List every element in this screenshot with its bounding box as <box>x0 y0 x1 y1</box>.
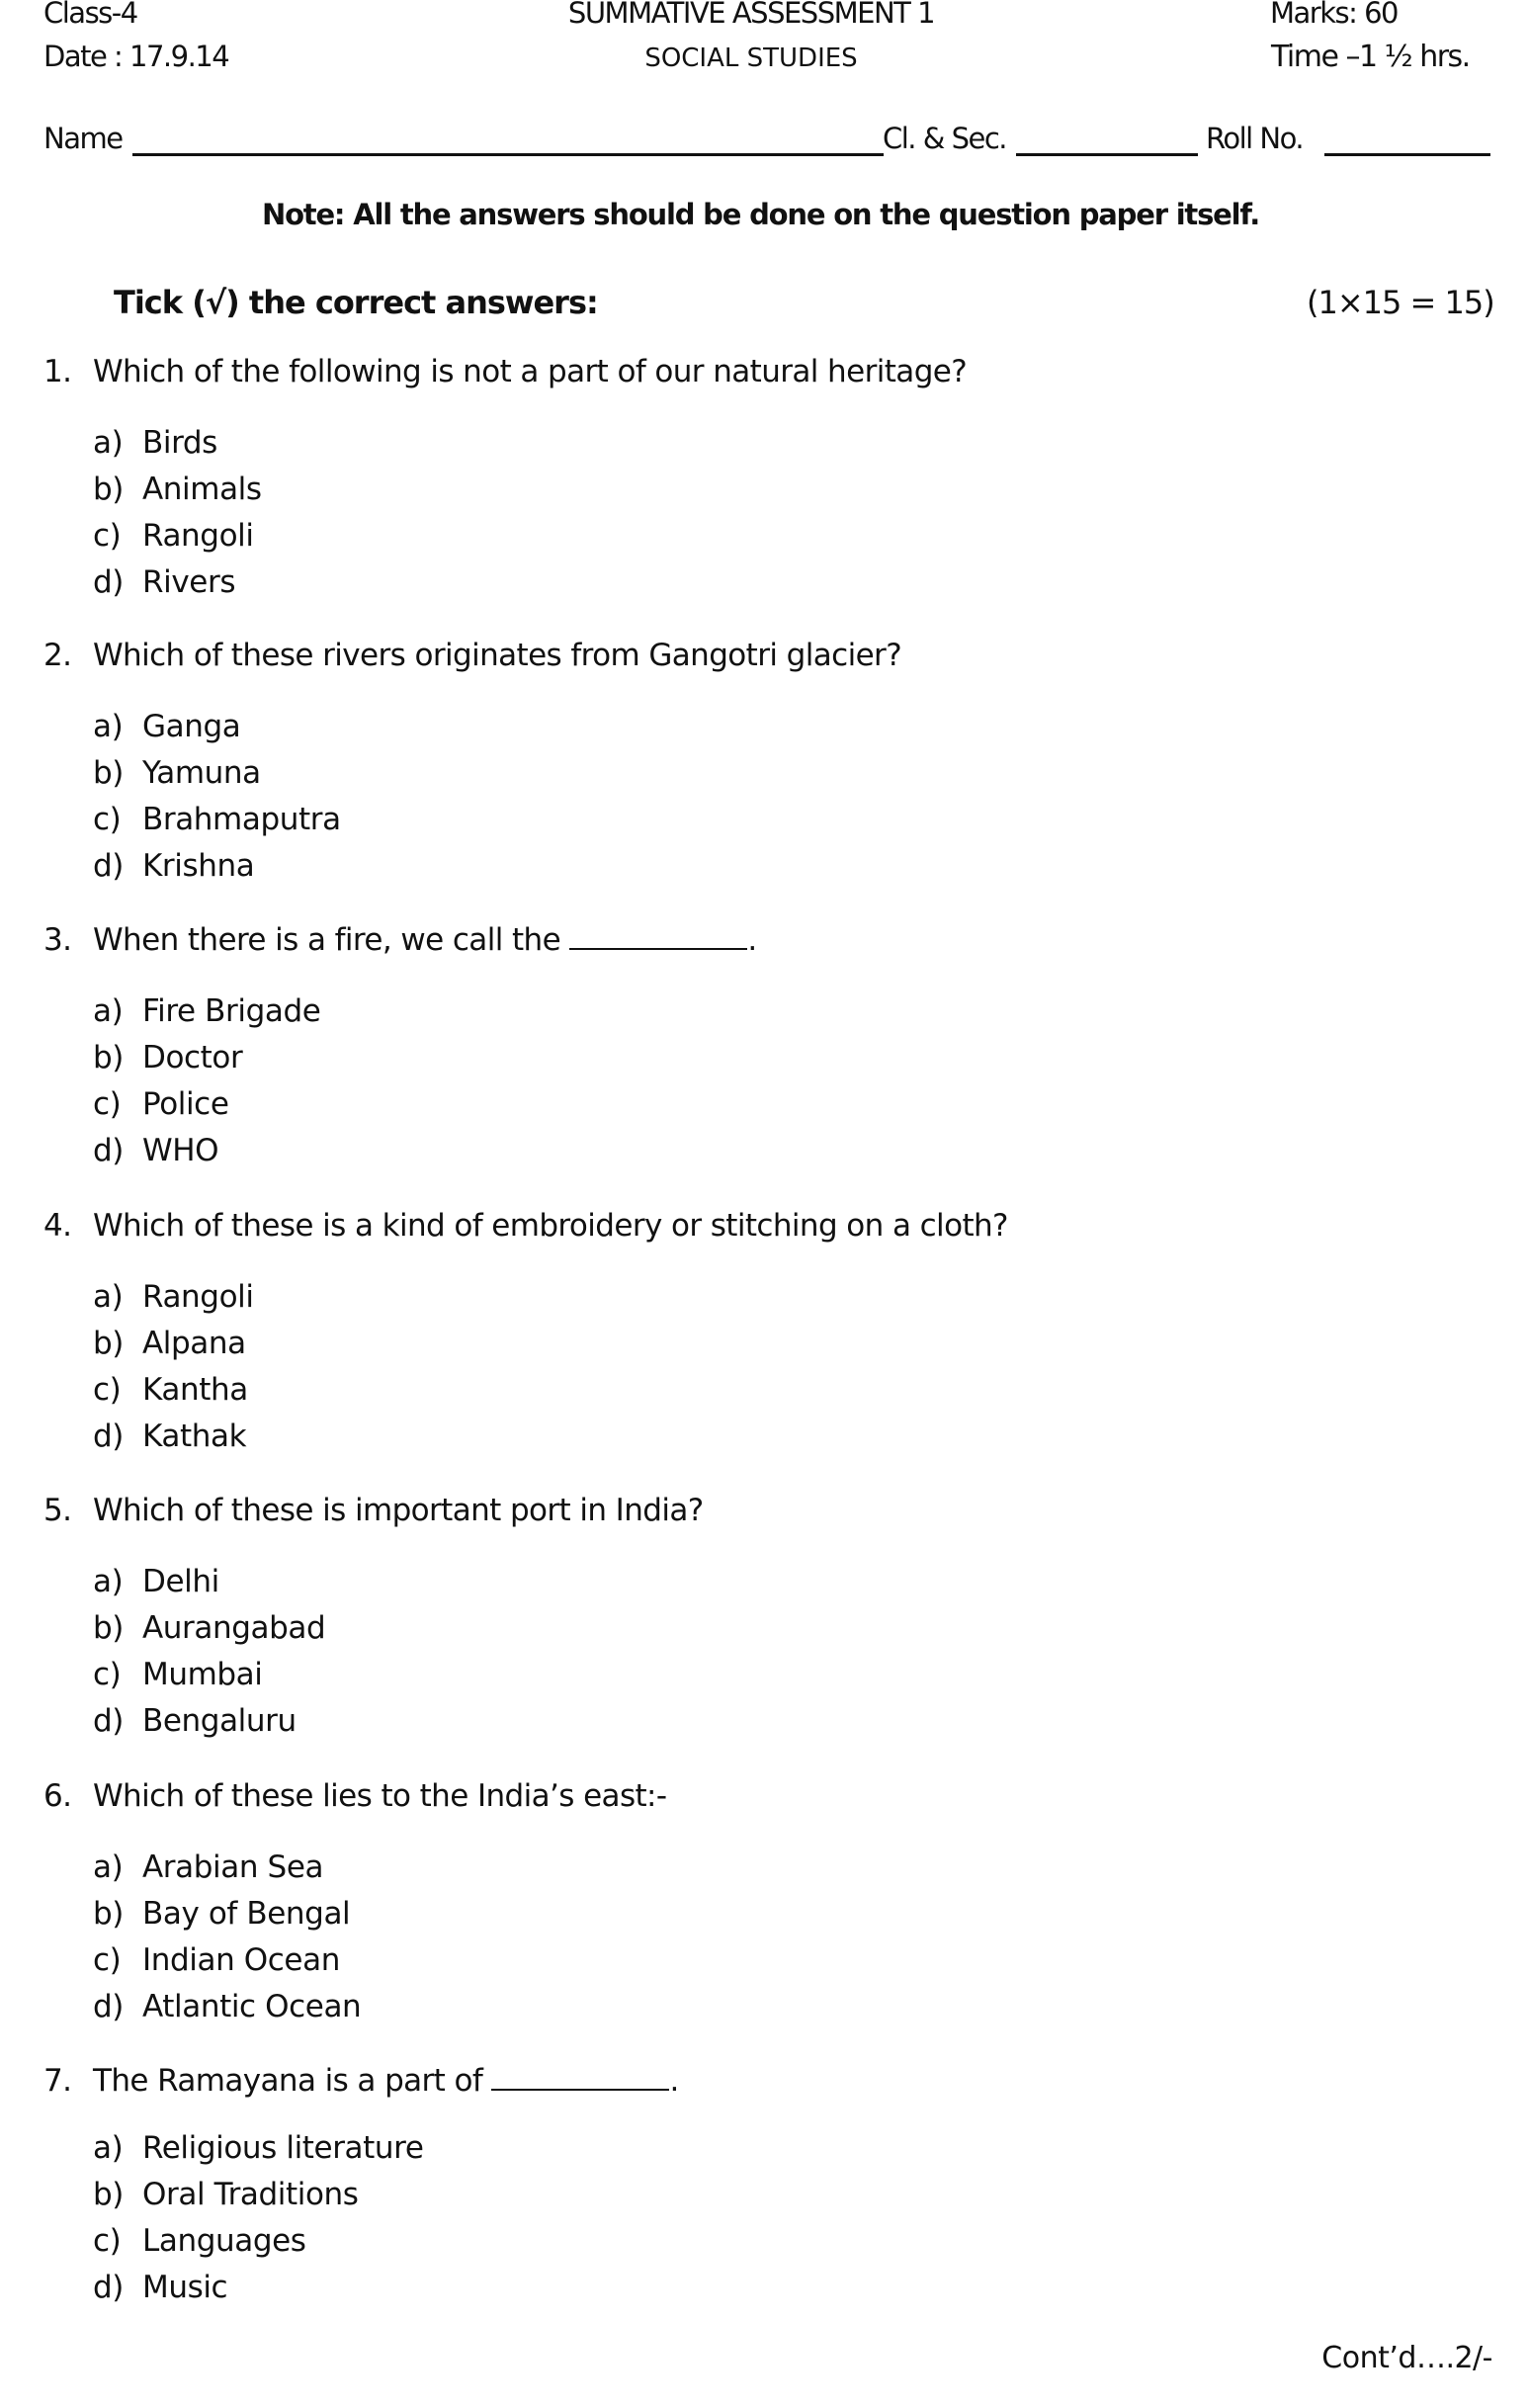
option-text: Indian Ocean <box>142 1942 340 1978</box>
option-text: Oral Traditions <box>142 2177 359 2212</box>
option-letter: c) <box>93 1657 122 1692</box>
question-text: When there is a fire, we call the . <box>93 922 757 958</box>
question-text-body: Which of these is important port in India? <box>93 1493 704 1528</box>
subject-label: SOCIAL STUDIES <box>644 43 858 73</box>
name-row <box>43 122 123 155</box>
option-letter: c) <box>93 802 122 837</box>
answer-option[interactable] <box>0 2177 692 2216</box>
answer-option[interactable] <box>0 1086 692 1126</box>
option-letter: c) <box>93 1086 122 1122</box>
option-text: Yamuna <box>142 755 261 791</box>
option-letter: c) <box>93 2223 122 2259</box>
answer-option[interactable] <box>0 1657 692 1696</box>
option-letter: b) <box>93 755 124 791</box>
question-number: 6. <box>43 1778 72 1814</box>
option-letter: b) <box>93 1896 124 1932</box>
option-letter: c) <box>93 518 122 554</box>
option-letter: b) <box>93 472 124 507</box>
class-sec-label: Cl. & Sec. <box>883 122 1006 155</box>
option-text: Ganga <box>142 709 241 744</box>
answer-option[interactable] <box>0 1610 692 1650</box>
answer-option[interactable] <box>0 1040 692 1079</box>
option-text: Rangoli <box>142 518 254 554</box>
answer-option[interactable] <box>0 1942 692 1982</box>
name-label: Name <box>43 122 123 155</box>
continued-note: Cont’d….2/- <box>1321 2341 1492 2375</box>
option-text: Religious literature <box>142 2130 424 2166</box>
option-text: Mumbai <box>142 1657 263 1692</box>
option-text: Krishna <box>142 848 255 884</box>
exam-title: SUMMATIVE ASSESSMENT 1 <box>567 0 935 30</box>
class-sec-field[interactable] <box>1016 131 1198 156</box>
option-letter: d) <box>93 848 124 884</box>
answer-blank[interactable] <box>491 2065 669 2091</box>
option-text: Arabian Sea <box>142 1849 324 1885</box>
answer-option[interactable] <box>0 993 692 1033</box>
question-text-body: The Ramayana is a part of <box>93 2063 483 2099</box>
option-text: Brahmaputra <box>142 802 341 837</box>
question-number: 4. <box>43 1208 72 1244</box>
option-letter: d) <box>93 1133 124 1168</box>
question <box>0 2063 1529 2103</box>
question <box>0 922 1529 962</box>
question-number: 1. <box>43 354 72 389</box>
question-text <box>93 1208 1008 1244</box>
option-text: Rangoli <box>142 1279 254 1315</box>
option-text: Kantha <box>142 1372 248 1408</box>
option-text: Bay of Bengal <box>142 1896 351 1932</box>
option-letter: a) <box>93 2130 124 2166</box>
option-letter: d) <box>93 564 124 600</box>
option-letter: a) <box>93 1849 124 1885</box>
question <box>0 354 1529 393</box>
option-letter: a) <box>93 1564 124 1599</box>
option-text: Birds <box>142 425 217 461</box>
question-number: 2. <box>43 638 72 673</box>
option-text: Aurangabad <box>142 1610 326 1646</box>
answer-option[interactable] <box>0 709 692 748</box>
answer-option[interactable] <box>0 802 692 841</box>
option-letter: d) <box>93 2270 124 2305</box>
answer-option[interactable] <box>0 1372 692 1412</box>
class-label: Class-4 <box>43 0 137 30</box>
name-field[interactable] <box>132 131 884 156</box>
answer-option[interactable] <box>0 1326 692 1365</box>
answer-option[interactable] <box>0 1419 692 1458</box>
question-text-body: Which of these rivers originates from Gangotri glacier? <box>93 638 902 673</box>
question-number: 5. <box>43 1493 72 1528</box>
option-text: Music <box>142 2270 228 2305</box>
option-letter: c) <box>93 1372 122 1408</box>
option-letter: d) <box>93 1419 124 1454</box>
question-text-body: Which of these lies to the India’s east:- <box>93 1778 667 1814</box>
answer-option[interactable] <box>0 564 692 604</box>
question-text: The Ramayana is a part of . <box>93 2063 679 2099</box>
answer-option[interactable] <box>0 1564 692 1603</box>
answer-option[interactable] <box>0 755 692 795</box>
option-text: WHO <box>142 1133 219 1168</box>
option-letter: d) <box>93 1989 124 2024</box>
question-text-body: Which of the following is not a part of our natural heritage? <box>93 354 968 389</box>
question <box>0 1778 1529 1818</box>
option-letter: c) <box>93 1942 122 1978</box>
option-letter: b) <box>93 2177 124 2212</box>
question-number: 3. <box>43 922 72 958</box>
option-text: Atlantic Ocean <box>142 1989 362 2024</box>
option-letter: a) <box>93 709 124 744</box>
answer-option[interactable] <box>0 472 692 511</box>
marks-label: Marks: 60 <box>1270 0 1399 30</box>
option-text: Rivers <box>142 564 236 600</box>
question-text <box>93 638 901 673</box>
answer-option[interactable] <box>0 1989 692 2028</box>
question-text <box>93 1493 704 1528</box>
answer-blank[interactable] <box>569 924 747 950</box>
option-text: Bengaluru <box>142 1703 297 1739</box>
question-text-body: When there is a fire, we call the <box>93 922 561 958</box>
answer-option[interactable] <box>0 425 692 465</box>
option-text: Languages <box>142 2223 306 2259</box>
time-label: Time –1 ½ hrs. <box>1271 40 1470 74</box>
option-text: Delhi <box>142 1564 219 1599</box>
answer-option[interactable] <box>0 2270 692 2309</box>
option-letter: a) <box>93 1279 124 1315</box>
question <box>0 638 1529 677</box>
answer-option[interactable] <box>0 1133 692 1172</box>
note: Note: All the answers should be done on the question paper itself. <box>262 198 1260 231</box>
answer-option[interactable] <box>0 1703 692 1743</box>
option-text: Alpana <box>142 1326 246 1361</box>
answer-option[interactable] <box>0 1849 692 1889</box>
option-letter: a) <box>93 425 124 461</box>
question <box>0 1208 1529 1247</box>
answer-option[interactable] <box>0 2223 692 2263</box>
question <box>0 1493 1529 1532</box>
section-instruction: Tick (√) the correct answers: <box>114 284 598 321</box>
answer-option[interactable] <box>0 2130 692 2170</box>
question-number: 7. <box>43 2063 72 2099</box>
roll-no-field[interactable] <box>1324 131 1490 156</box>
question-text <box>93 1778 667 1814</box>
question-text-body: Which of these is a kind of embroidery or stitching on a cloth? <box>93 1208 1008 1244</box>
answer-option[interactable] <box>0 1896 692 1935</box>
answer-option[interactable] <box>0 518 692 558</box>
question-text <box>93 354 967 389</box>
option-text: Doctor <box>142 1040 243 1075</box>
option-text: Kathak <box>142 1419 247 1454</box>
option-letter: b) <box>93 1610 124 1646</box>
date-label: Date : 17.9.14 <box>43 40 229 73</box>
option-text: Police <box>142 1086 229 1122</box>
section-marks: (1×15 = 15) <box>1307 284 1494 321</box>
option-text: Animals <box>142 472 262 507</box>
option-letter: a) <box>93 993 124 1029</box>
option-letter: b) <box>93 1326 124 1361</box>
option-text: Fire Brigade <box>142 993 321 1029</box>
answer-option[interactable] <box>0 1279 692 1319</box>
roll-no-label: Roll No. <box>1206 122 1304 155</box>
option-letter: d) <box>93 1703 124 1739</box>
option-letter: b) <box>93 1040 124 1075</box>
answer-option[interactable] <box>0 848 692 888</box>
